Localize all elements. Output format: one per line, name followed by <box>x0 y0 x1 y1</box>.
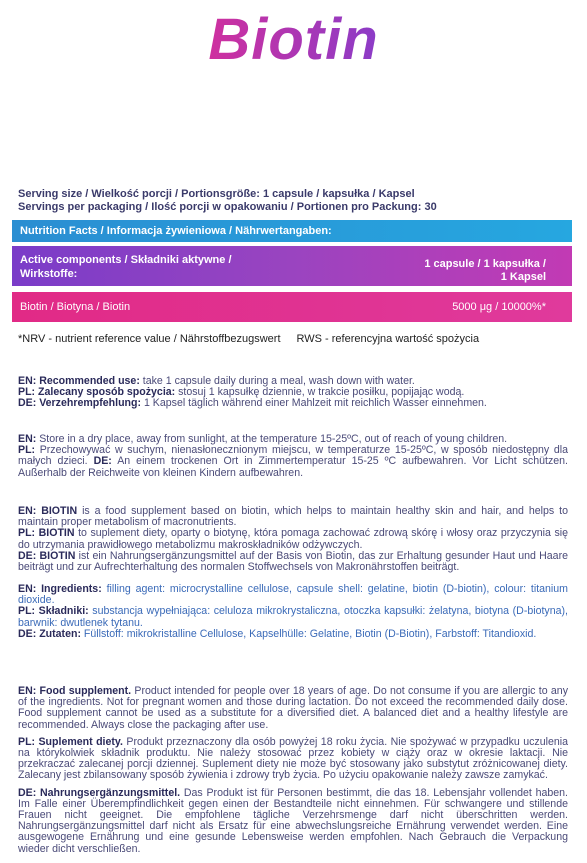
description-de-label: DE: BIOTIN <box>18 549 76 562</box>
usage-en: take 1 capsule daily during a meal, wash down with water. <box>139 375 415 387</box>
description-en-label: EN: BIOTIN <box>18 505 78 517</box>
warnings-en-label: EN: Food supplement. <box>18 685 132 697</box>
nrv-note <box>18 332 479 346</box>
storage-pl-label: PL: <box>18 444 36 457</box>
description-pl-label: PL: BIOTIN <box>18 527 75 540</box>
ingredients-en: filling agent: microcrystalline cellulose, capsule shell: gelatine, biotin (D-biotin), colour: titanium dioxide. <box>18 583 568 607</box>
warnings-de: Das Produkt ist für Personen bestimmt, die das 18. Lebensjahr vollendet haben. Im Falle einer Überempfindlichkeit gegen einen der Bestandteile nicht einnehmen. Für schwangere und stillende Frauen nicht geeignet. Die empfohlene tägliche Verzehrsmenge darf nicht überschritten werden. Nahrungsergänzungsmittel darf nicht als Ersatz für eine abwechslungsreiche Ernährung verwendet werden. Eine ausgewogene Ernährung und eine gesunde Lebensweise werden empfohlen. Nach Gebrauch die Verpackung wieder dicht verschließen. <box>18 786 569 855</box>
storage-en-label: EN: <box>18 433 37 445</box>
usage-en-label: EN: Recommended use: <box>18 375 140 387</box>
warnings <box>18 686 568 855</box>
description-pl: to suplement diety, oparty o biotynę, która pomaga zachować zdrową skórę i włosy oraz przyczynia się do utrzymania prawidłowego metabolizmu makroskładników odżywczych. <box>18 527 568 551</box>
active-components-value <box>424 258 546 284</box>
biotin-row <box>12 292 572 322</box>
active-value-line-1: 1 capsule / 1 kapsułka / <box>424 258 546 270</box>
ingredients-de: Füllstoff: mikrokristalline Cellulose, Kapselhülle: Gelatine, Biotin (D-Biotin), Farbstoff: Titandioxid. <box>80 627 537 640</box>
brand-logo: Biotin <box>0 8 587 72</box>
warnings-pl: Produkt przeznaczony dla osób powyżej 18 roku życia. Nie spożywać w przypadku uczulenia na którykolwiek składnik produktu. Nie należy stosować przez kobiety w ciąży oraz w okresie laktacji. Nie przekraczać zalecanej porcji dziennej. Suplement diety nie może być stosowany jako substytut zróżnicowanej diety. Zalecany jest zbilansowany sposób żywienia i zdrowy tryb życia. Po użyciu opakowanie należy zawsze zamykać. <box>18 735 568 782</box>
serving-size: Serving size / Wielkość porcji / Portionsgröße: 1 capsule / kapsułka / Kapsel <box>18 188 415 200</box>
ingredients-de-label: DE: Zutaten: <box>18 627 81 640</box>
description-en: is a food supplement based on biotin, which helps to maintain healthy skin and hair, and helps to maintain proper metabolism of macronutrients. <box>18 505 568 529</box>
storage-de-label: DE: <box>93 455 112 468</box>
active-components-row <box>12 246 572 286</box>
biotin-row-name: Biotin / Biotyna / Biotin <box>20 301 131 313</box>
active-label-line-2: Wirkstoffe: <box>20 268 78 280</box>
warnings-en: Product intended for people over 18 years of age. Do not consume if you are allergic to any of the ingredients. Not for pregnant women and those during lactation. Do not exceed the recommended daily dose. Food supplement cannot be used as a substitute for a diversified diet. A balanced diet and a healthy lifestyle are recommended. Always close the packaging after use. <box>18 685 568 731</box>
servings-per-packaging: Servings per packaging / Ilość porcji w opakowaniu / Portionen pro Packung: 30 <box>18 201 437 213</box>
nrv-right: RWS - referencyjna wartość spożycia <box>296 333 480 345</box>
storage-pl: Przechowywać w suchym, nienasłonecznionym miejscu, w temperaturze 15-25ºC, w sposób niedostępny dla małych dzieci. <box>18 444 568 468</box>
description-de: ist ein Nahrungsergänzungsmittel auf der Basis von Biotin, das zur Erhaltung gesunder Haut und Haare beiträgt und zur Aufrechterhaltung des normalen Stoffwechsels von Makronährstoffen beiträgt. <box>18 549 568 574</box>
product-description <box>18 506 568 573</box>
storage-info <box>18 434 568 479</box>
nrv-left: *NRV - nutrient reference value / Nährstoffbezugswert <box>18 333 281 345</box>
ingredients-en-label: EN: Ingredients: <box>18 583 102 595</box>
active-label-line-1: Active components / Składniki aktywne / <box>20 254 232 266</box>
storage-en: Store in a dry place, away from sunlight, at the temperature 15-25ºC, out of reach of young children. <box>36 433 508 445</box>
active-value-line-2: 1 Kapsel <box>500 271 546 283</box>
serving-info <box>18 188 573 214</box>
warnings-de-label: DE: Nahrungsergänzungsmittel. <box>18 786 181 799</box>
usage-de-label: DE: Verzehrempfehlung: <box>18 397 142 410</box>
ingredients-pl: substancja wypełniająca: celuloza mikrokrystaliczna, otoczka kapsułki: żelatyna, biotyna (D-biotyna), barwnik: dwutlenek tytanu. <box>18 605 568 629</box>
biotin-row-value: 5000 μg / 10000%* <box>452 301 546 313</box>
storage-de: An einem trockenen Ort in Zimmertemperatur 15-25 ºC aufbewahren. Vor Licht schützen. Außerhalb der Reichweite von kleinen Kindern aufbewahren. <box>18 455 568 479</box>
warnings-pl-label: PL: Suplement diety. <box>18 735 123 748</box>
nutrition-facts-header: Nutrition Facts / Informacja żywieniowa / Nährwertangaben: <box>12 220 572 242</box>
ingredients-pl-label: PL: Składniki: <box>18 605 89 618</box>
active-components-label <box>20 253 280 281</box>
usage-pl: stosuj 1 kapsułkę dziennie, w trakcie posiłku, popijając wodą. <box>175 386 465 399</box>
usage-pl-label: PL: Zalecany sposób spożycia: <box>18 386 176 399</box>
usage-de: 1 Kapsel täglich während einer Mahlzeit mit reichlich Wasser einnehmen. <box>141 397 487 410</box>
ingredients <box>18 584 568 640</box>
recommended-use <box>18 376 568 410</box>
